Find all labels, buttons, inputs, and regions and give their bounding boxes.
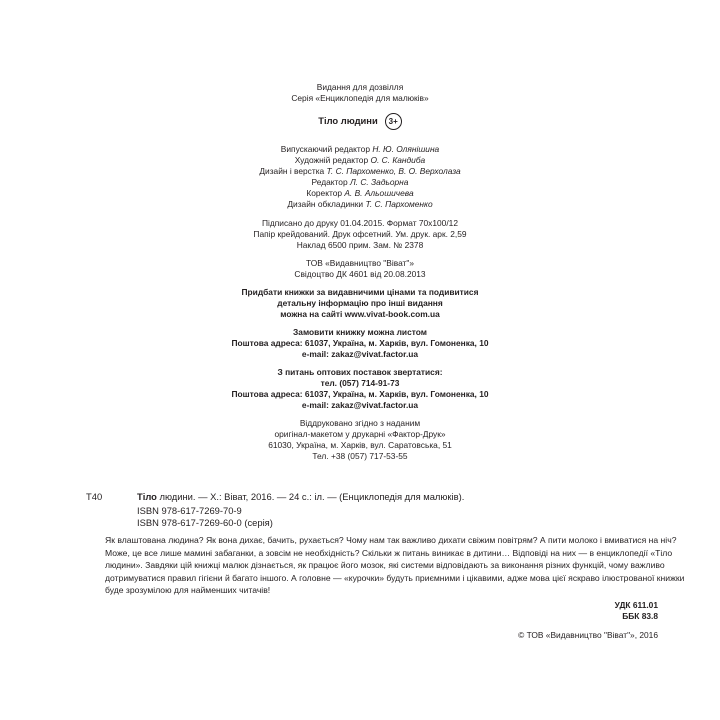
annotation-line: людини». Завдяки цій книжці малюк дізнається, як працює його мозок, які системи відповідають за виконання різних функцій, чому важливо bbox=[105, 560, 665, 571]
isbn-series: ISBN 978-617-7269-60-0 (серія) bbox=[137, 517, 273, 528]
print-info-line: Папір крейдований. Друк офсетний. Ум. друк. арк. 2,59 bbox=[253, 229, 467, 239]
order-info-line: Замовити книжку можна листом bbox=[293, 327, 427, 337]
age-rating-badge: 3+ bbox=[385, 113, 402, 130]
wholesale-info-line: З питань оптових поставок звертатися: bbox=[277, 367, 443, 377]
book-title: Тіло людини bbox=[318, 114, 378, 126]
catalog-description: людини. — Х.: Віват, 2016. — 24 с.: іл. — (Енциклопедія для малюків). bbox=[156, 491, 465, 502]
credit-role: Редактор bbox=[311, 177, 348, 187]
annotation-line: дотримуватися правил гігієни й багато іншого. А головне — «курочки» будуть приємними і цікавими, адже мова цієї яскраво ілюстрованої книжки bbox=[105, 572, 685, 583]
annotation-line: Як влаштована людина? Як вона дихає, бачить, рухається? Чому нам так важливо дихати свіжим повітрям? А пити молоко і вмиватися на ніч? bbox=[105, 535, 677, 545]
udk-code: УДК 611.01 bbox=[614, 600, 658, 610]
wholesale-phone: тел. (057) 714-91-73 bbox=[320, 378, 400, 388]
print-info-line: Підписано до друку 01.04.2015. Формат 70x100/12 bbox=[262, 218, 458, 228]
printing-info-line: Віддруковано згідно з наданим bbox=[299, 418, 421, 428]
credit-name: Т. С. Пархоменко bbox=[365, 199, 433, 209]
credit-line-3 bbox=[0, 166, 720, 177]
print-info-line: Наклад 6500 прим. Зам. № 2378 bbox=[296, 240, 424, 250]
credit-role: Художній редактор bbox=[294, 155, 369, 165]
credit-role: Дизайн обкладинки bbox=[287, 199, 364, 209]
publisher-name: ТОВ «Видавництво "Віват"» bbox=[305, 258, 415, 268]
buy-info-line: детальну інформацію про інші видання bbox=[277, 298, 443, 308]
book-title-row bbox=[0, 113, 720, 130]
annotation-line: Може, це все лише мамині забаганки, а зовсім не необхідність? Скільки ж питань виникає в дитини… Відповіді на них — в енциклопедії «Тіло bbox=[105, 547, 673, 558]
annotation-text bbox=[105, 534, 685, 597]
edition-type: Видання для дозвілля bbox=[316, 82, 404, 92]
publisher-certificate: Свідоцтво ДК 4601 від 20.08.2013 bbox=[294, 269, 426, 279]
buy-info-line: можна на сайті www.vivat-book.com.ua bbox=[280, 309, 440, 319]
copyright-notice: © ТОВ «Видавництво "Віват"», 2016 bbox=[518, 630, 658, 640]
credit-name: А. В. Альошичева bbox=[344, 188, 414, 198]
credit-name: Н. Ю. Олянішина bbox=[372, 144, 440, 154]
credit-role: Дизайн і верстка bbox=[259, 166, 325, 176]
isbn-main: ISBN 978-617-7269-70-9 bbox=[137, 505, 242, 516]
credit-role: Випускаючий редактор bbox=[280, 144, 370, 154]
credit-name: О. С. Кандиба bbox=[370, 155, 426, 165]
credit-line-6 bbox=[0, 199, 720, 210]
printing-info-line: оригінал-макетом у друкарні «Фактор-Друк» bbox=[274, 429, 446, 439]
credit-name: Л. С. Задьорна bbox=[349, 177, 409, 187]
catalog-title: Тіло bbox=[137, 491, 157, 502]
credit-role: Коректор bbox=[306, 188, 343, 198]
series-name: Серія «Енциклопедія для малюків» bbox=[291, 93, 429, 103]
credit-line-2 bbox=[0, 155, 720, 166]
printing-phone: Тел. +38 (057) 717-53-55 bbox=[312, 451, 408, 461]
wholesale-email: e-mail: zakaz@vivat.factor.ua bbox=[301, 400, 419, 410]
buy-info-line: Придбати книжки за видавничими цінами та подивитися bbox=[241, 287, 479, 297]
wholesale-address: Поштова адреса: 61037, Україна, м. Харків, вул. Гомоненка, 10 bbox=[231, 389, 489, 399]
catalog-entry bbox=[137, 491, 464, 503]
bbk-code: ББК 83.8 bbox=[622, 611, 658, 621]
order-email: e-mail: zakaz@vivat.factor.ua bbox=[301, 349, 419, 359]
credit-line-5 bbox=[0, 188, 720, 199]
credit-line-4 bbox=[0, 177, 720, 188]
credit-line-1 bbox=[0, 144, 720, 155]
credit-name: Т. С. Пархоменко, В. О. Верхолаза bbox=[326, 166, 461, 176]
annotation-line: буде зрозумілою для найменших читачів! bbox=[105, 585, 271, 596]
author-sign-code: Т40 bbox=[86, 491, 103, 502]
order-address: Поштова адреса: 61037, Україна, м. Харків, вул. Гомоненка, 10 bbox=[231, 338, 489, 348]
printing-address: 61030, Україна, м. Харків, вул. Саратовська, 51 bbox=[268, 440, 452, 450]
